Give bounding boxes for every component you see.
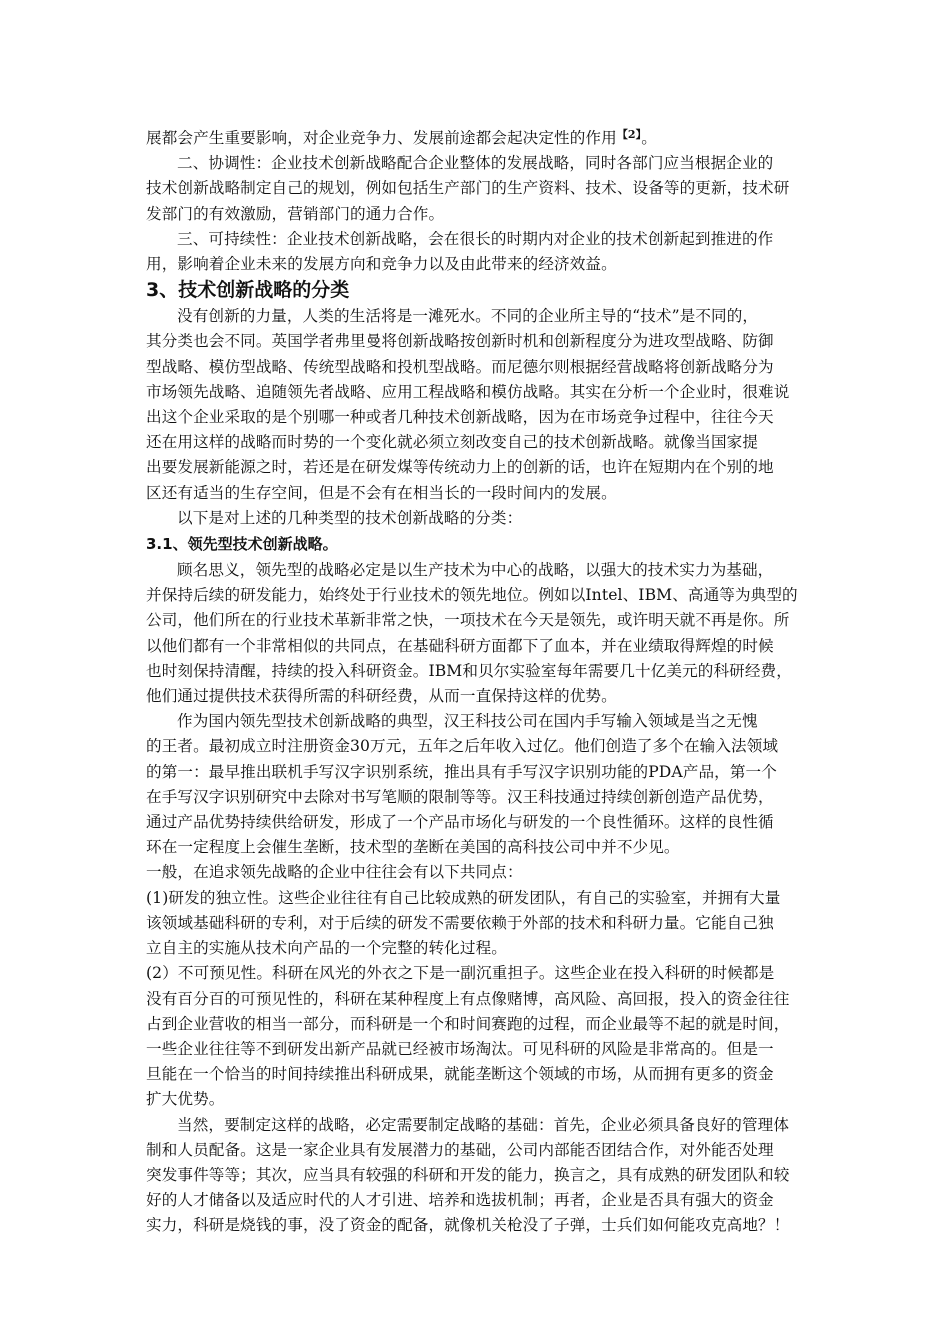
paragraph-coordination: [146, 151, 810, 227]
text-line: 型战略、模仿型战略、传统型战略和投机型战略。而尼德尔则根据经营战略将创新战略分为: [146, 357, 774, 376]
point-unpredictability: [146, 961, 810, 1112]
text-line: 二、协调性：企业技术创新战略配合企业整体的发展战略，同时各部门应当根据企业的: [177, 154, 774, 173]
text-line: 还在用这样的战略而时势的一个变化就必须立刻改变自己的技术创新战略。就像当国家提: [146, 433, 759, 452]
text-line: 占到企业营收的相当一部分，而科研是一个和时间赛跑的过程，而企业最等不起的就是时间，: [146, 1014, 790, 1033]
paragraph-sustainability: [146, 227, 810, 277]
text-line: 在手写汉字识别研究中去除对书写笔顺的限制等等。汉王科技通过持续创新创造产品优势，: [146, 787, 774, 806]
text-line: 突发事件等等；其次，应当具有较强的科研和开发的能力，换言之，具有成熟的研发团队和较: [146, 1165, 790, 1184]
intro-end: 。: [641, 129, 657, 147]
text-line: 其分类也会不同。英国学者弗里曼将创新战略按创新时机和创新程度分为进攻型战略、防御: [146, 332, 774, 351]
text-line: 的第一：最早推出联机手写汉字识别系统，推出具有手写汉字识别功能的PDA产品，第一个: [146, 762, 777, 781]
text-line: 扩大优势。: [146, 1090, 225, 1109]
paragraph-hanwang: [146, 709, 810, 860]
text-line: (2）不可预见性。科研在风光的外衣之下是一副沉重担子。这些企业在投入科研的时候都是: [146, 964, 775, 983]
text-line: 出这个企业采取的是个别哪一种或者几种技术创新战略，因为在市场竞争过程中，往往今天: [146, 408, 774, 427]
text-line: 三、可持续性：企业技术创新战略，会在很长的时期内对企业的技术创新起到推进的作: [177, 229, 774, 248]
text-line: 出要发展新能源之时，若还是在研发煤等传统动力上的创新的话，也许在短期内在个别的地: [146, 458, 774, 477]
text-line: 当然，要制定这样的战略，必定需要制定战略的基础：首先，企业必须具备良好的管理体: [177, 1115, 790, 1134]
paragraph-leading: [146, 558, 810, 709]
text-line: 他们通过提供技术获得所需的科研经费，从而一直保持这样的优势。: [146, 687, 617, 706]
text-line: 该领域基础科研的专利，对于后续的研发不需要依赖于外部的技术和科研力量。它能自己独: [146, 913, 774, 932]
text-line: 区还有适当的生存空间，但是不会有在相当长的一段时间内的发展。: [146, 483, 617, 502]
text-line: (1)研发的独立性。这些企业往往有自己比较成熟的研发团队，有自己的实验室，并拥有大量: [146, 888, 781, 907]
point-independence: [146, 886, 810, 962]
paragraph-classification: [146, 304, 810, 506]
intro-text: 展都会产生重要影响，对企业竞争力、发展前途都会起决定性的作用: [146, 129, 617, 147]
text-line: 制和人员配备。这是一家企业具有发展潜力的基础，公司内部能否团结合作，对外能否处理: [146, 1140, 774, 1159]
text-line: 发部门的有效激励，营销部门的通力合作。: [146, 204, 445, 223]
document-page: [146, 122, 810, 1239]
paragraph-following: 以下是对上述的几种类型的技术创新战略的分类：: [177, 508, 523, 527]
text-line: 公司，他们所在的行业技术革新非常之快，一项技术在今天是领先，或许明天就不再是你。所: [146, 611, 790, 630]
text-line: 以他们都有一个非常相似的共同点，在基础科研方面都下了血本，并在业绩取得辉煌的时候: [146, 636, 774, 655]
paragraph-foundation: [146, 1113, 810, 1239]
text-line: 的王者。最初成立时注册资金30万元，五年之后年收入过亿。他们创造了多个在输入法领域: [146, 737, 779, 756]
subsection-heading: 3.1、领先型技术创新战略。: [146, 535, 338, 554]
citation-ref: 【2】: [616, 128, 642, 141]
text-line: 并保持后续的研发能力，始终处于行业技术的领先地位。例如以Intel、IBM、高通等为典型的: [146, 586, 798, 605]
text-line: 技术创新战略制定自己的规划，例如包括生产部门的生产资料、技术、设备等的更新，技术研: [146, 179, 790, 198]
text-line: 环在一定程度上会催生垄断，技术型的垄断在美国的高科技公司中并不少见。: [146, 838, 680, 857]
paragraph-common: 一般，在追求领先战略的企业中往往会有以下共同点：: [146, 863, 523, 882]
text-line: 好的人才储备以及适应时代的人才引进、培养和选拔机制；再者，企业是否具有强大的资金: [146, 1191, 774, 1210]
text-line: 顾名思义，领先型的战略必定是以生产技术为中心的战略，以强大的技术实力为基础，: [177, 561, 774, 580]
text-line: 旦能在一个恰当的时间持续推出科研成果，就能垄断这个领域的市场，从而拥有更多的资金: [146, 1065, 774, 1084]
section-heading: 3、技术创新战略的分类: [146, 279, 350, 302]
text-line: 立自主的实施从技术向产品的一个完整的转化过程。: [146, 939, 507, 958]
text-line: 一些企业往往等不到研发出新产品就已经被市场淘汰。可见科研的风险是非常高的。但是一: [146, 1039, 774, 1058]
text-line: 没有创新的力量，人类的生活将是一滩死水。不同的企业所主导的“技术”是不同的，: [177, 307, 759, 326]
text-line: 通过产品优势持续供给研发，形成了一个产品市场化与研发的一个良性循环。这样的良性循: [146, 813, 774, 832]
text-line: 作为国内领先型技术创新战略的典型，汉王科技公司在国内手写输入领域是当之无愧: [177, 712, 758, 731]
text-line: 用，影响着企业未来的发展方向和竞争力以及由此带来的经济效益。: [146, 255, 617, 274]
text-line: 实力，科研是烧钱的事，没了资金的配备，就像机关枪没了子弹，士兵们如何能攻克高地？！: [146, 1216, 790, 1235]
text-line: 市场领先战略、追随领先者战略、应用工程战略和模仿战略。其实在分析一个企业时，很难说: [146, 382, 790, 401]
intro-line: [146, 122, 810, 151]
text-line: 也时刻保持清醒，持续的投入科研资金。IBM和贝尔实验室每年需要几十亿美元的科研经费，: [146, 661, 792, 680]
text-line: 没有百分百的可预见性的，科研在某种程度上有点像赌博，高风险、高回报，投入的资金往往: [146, 989, 790, 1008]
